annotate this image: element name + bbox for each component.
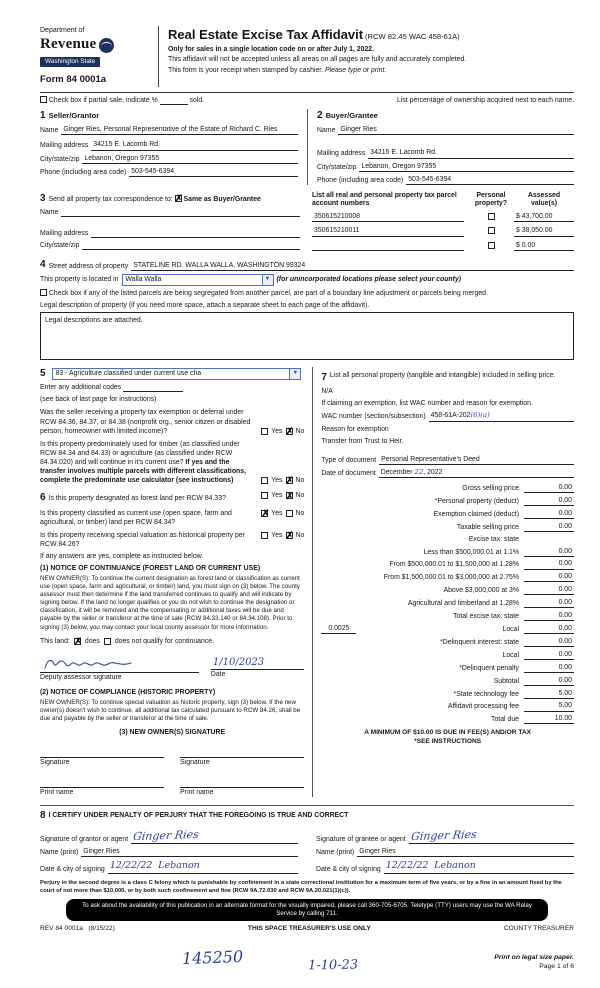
fee-row [321,535,574,544]
county-dropdown-value: Walla Walla [125,275,162,283]
document-date-day-handwritten: 22 [414,467,424,476]
fee-amount: 5.00 [524,689,574,699]
revenue-logo-icon [99,38,114,53]
main-columns [40,367,574,797]
does-not-label: does not qualify for continuance. [114,637,215,645]
fee-label: From $1,500,000.01 to $3,000,000 at 2.75% [383,574,519,582]
fee-row [321,714,574,724]
seller-city-label: City/state/zip [40,155,80,163]
s5-q1-no-checkbox[interactable] [286,428,293,435]
grantee-date-label: Date & city of signing [316,865,381,873]
document-date-label: Date of document [321,469,376,477]
fee-label: Total due [491,716,519,724]
document-type-label: Type of document [321,456,377,464]
seller-grantor-section [40,109,307,185]
parties-section [40,109,574,185]
yes-label: Yes [271,509,283,517]
property-location-section [40,258,574,360]
assessor-date-input[interactable] [211,656,304,670]
fee-amount: 0.00 [524,585,574,595]
no-label: No [295,492,305,500]
accessibility-notice: To ask about the availability of this publication in an alternate format for the visually impaired, please call 360-705-6705. Teletype (TTY) users may use the WA Relay Service by calling 711. [66,899,548,921]
correspondence-name-input[interactable] [61,208,300,217]
header [40,26,574,87]
fee-amount: 0.00 [524,547,574,557]
fee-amount: 0.00 [524,624,574,634]
legal-description-value: Legal descriptions are attached. [45,317,143,325]
assessor-date-value: 1/10/2023 [212,656,265,668]
fee-row [321,663,574,673]
fee-label: *State technology fee [453,690,519,698]
new-owner-print-name-input[interactable] [40,778,164,788]
grantee-signature-value: Ginger Ries [409,827,478,843]
grantee-print-name-label: Name (print) [316,849,355,857]
parcel-number-input[interactable] [312,242,464,251]
fee-label: Local [502,625,519,633]
fee-amount: 0.00 [524,509,574,519]
see-instructions-note: *SEE INSTRUCTIONS [414,738,482,746]
header-note-2: This affidavit will not be accepted unless all areas on all pages are fully and accurately completed. [168,56,467,64]
fee-label: From $500,000.01 to $1,500,000 at 1.28% [389,561,519,569]
fee-row [321,598,574,608]
question-text: 6 Is this property designated as forest land per RCW 84.33? [40,492,226,504]
fee-amount: 0.00 [524,650,574,660]
yes-label: Yes [271,531,283,539]
correspondence-address-label: Mailing address [40,230,89,238]
certify-statement: I CERTIFY UNDER PENALTY OF PERJURY THAT THE FOREGOING IS TRUE AND CORRECT [48,812,349,820]
grantee-print-name-input[interactable]: Ginger Ries [357,847,574,857]
grantor-date-city-input[interactable] [108,860,298,874]
fee-row [321,585,574,595]
correspondence-name-label: Name [40,208,59,216]
document-date-input[interactable] [379,468,574,478]
section-1-number: 1 [40,110,46,122]
correspondence-address-input[interactable] [91,229,300,238]
s5-q1-yes-checkbox[interactable] [261,428,268,435]
receipt-note: This form is your receipt when stamped by cashier. [168,66,324,74]
fee-row [321,611,574,621]
notice-of-continuance-title: (1) NOTICE OF CONTINUANCE (FOREST LAND OR CURRENT USE) [40,565,261,573]
fee-amount: 0.00 [524,637,574,647]
grantor-date-label: Date & city of signing [40,865,105,873]
treasurer-space-label: THIS SPACE TREASURER'S USE ONLY [247,925,371,933]
forest-land-question [40,491,304,504]
grantee-city-value: Lebanon [434,860,476,872]
date-label: Date [210,670,226,678]
seller-address-label: Mailing address [40,142,89,150]
certification-section [40,805,574,873]
s6-q2-no-checkbox[interactable] [286,510,293,517]
fee-amount: 0.00 [524,598,574,608]
fee-row [321,572,574,582]
partial-sale-checkbox[interactable] [40,96,47,103]
partial-sold-label: sold. [189,97,205,105]
buyer-city-input[interactable]: Lebanon, Oregon 97355 [359,162,574,172]
notice-of-compliance-title: (2) NOTICE OF COMPLIANCE (HISTORIC PROPERTY) [40,688,216,696]
seller-address-input[interactable]: 34215 E. Lacomb Rd. [91,140,298,150]
fee-amount: 0.00 [524,496,574,506]
new-owner-print-name-input[interactable] [180,778,304,788]
buyer-grantee-title: Buyer/Grantee [325,111,378,121]
fee-amount: 0.00 [524,483,574,493]
grantor-signature-value: Ginger Ries [132,827,200,843]
designation-section [40,491,304,797]
washington-state-label: Washington State [40,57,100,67]
yes-label: Yes [271,492,283,500]
buyer-city-label: City/state/zip [317,163,357,171]
assessed-value-input[interactable]: $ 43,700.00 [514,212,574,222]
buyer-grantee-section [307,109,574,185]
parcel-row [312,241,574,251]
section-2-number: 2 [317,110,323,122]
section-3-number: 3 [40,192,46,204]
grantee-date-city-input[interactable] [384,860,574,874]
fee-row [321,624,574,634]
dropdown-arrow-icon[interactable]: ▼ [262,275,273,285]
county-treasurer-label: COUNTY TREASURER [503,925,574,933]
fee-row [321,650,574,660]
current-use-question [40,509,304,527]
fee-amount: 10.00 [524,714,574,724]
this-land-label: This land: [40,637,70,645]
fee-label: Above $3,000,000 at 3% [443,587,519,595]
new-owner-signature-rows [40,748,304,767]
no-label: No [295,427,305,435]
partial-sale-row [40,96,574,105]
land-does-not-checkbox[interactable] [104,638,111,645]
section-7-number: 7 [321,372,327,384]
grantor-city-value: Lebanon [158,860,200,872]
header-title-block [158,26,574,87]
personal-property-header: Personal property? [474,191,508,208]
print-name-label: Print name [40,789,74,797]
footer-row [40,925,574,934]
personal-property-checkbox[interactable] [488,213,495,220]
buyer-name-input[interactable]: Ginger Ries [338,125,574,135]
fee-label: *Delinquent penalty [459,664,519,672]
s6-q2-yes-checkbox[interactable] [261,510,268,517]
grantor-certification [40,826,298,874]
grantee-certification [316,826,574,874]
fee-amount: 0.00 [524,611,574,621]
new-owner-print-rows [40,778,304,797]
correspondence-city-input[interactable] [82,241,300,250]
fee-label: Exemption claimed (deduct) [433,510,519,518]
personal-property-input[interactable]: N/A [321,388,333,396]
perjury-notice: Perjury in the second degree is a class C felony which is punishable by confinement in a state correctional institution for a maximum term of five years, or by a fine in an amount fixed by the court of not more than $10,000, or by both such confinement and fine (RCW 9A.72.030 and RCW 9A.20.021(1)(c)). [40,879,562,894]
parcel-table [312,192,574,251]
yes-label: Yes [271,427,283,435]
s6-q3-no-checkbox[interactable] [286,532,293,539]
correspondence-section [40,192,574,251]
no-label: No [295,531,305,539]
document-date-year: , 2022 [423,468,443,476]
fee-row [321,559,574,569]
does-label: does [84,637,100,645]
exemption-reason-input[interactable]: Transfer from Trust to Heir. [321,437,404,445]
fee-label: Less than $500,000.01 at 1.1% [423,548,519,556]
fee-label: Gross selling price [462,485,519,492]
yes-label: Yes [271,477,283,485]
header-note-1: Only for sales in a single location code on or after July 1, 2022. [168,45,375,53]
grantee-signature-input[interactable] [409,829,574,845]
correspondence-city-label: City/state/zip [40,242,80,250]
fee-label: Excise tax: state [468,535,519,543]
s5-q2-no-checkbox[interactable] [286,477,293,484]
grantee-signature-label: Signature of grantee or agent [316,836,406,844]
fee-amount: 5.00 [524,701,574,711]
no-label: No [295,509,305,517]
deputy-assessor-label: Deputy assessor signature [40,673,122,681]
buyer-address-input[interactable]: 34215 E. Lacomb Rd. [368,148,574,158]
signature-label: Signature [180,759,210,767]
additional-codes-input[interactable] [123,384,183,392]
partial-percent-input[interactable] [160,97,188,105]
parcel-row [312,226,574,236]
deputy-assessor-signature-icon [42,656,134,672]
new-owner-signature-header: (3) NEW OWNER(S) SIGNATURE [119,729,226,737]
personal-property-section [321,371,574,478]
deputy-assessor-signature-input[interactable] [40,656,199,673]
department-of-label: Department of [40,27,85,34]
historic-property-question [40,531,304,549]
legal-description-label: Legal description of property (if you need more space, attach a separate sheet to each page of the affidavit). [40,301,370,309]
fee-label: Taxable selling price [456,523,519,531]
grantor-print-name-label: Name (print) [40,849,79,857]
land-does-checkbox[interactable] [74,638,81,645]
buyer-phone-label: Phone (including area code) [317,176,404,184]
located-in-label: This property is located in [40,276,119,284]
seller-grantor-title: Seller/Grantor [48,111,100,121]
signature-label: Signature [40,759,70,767]
fee-label: Subtotal [493,677,519,685]
form-title-rcw: (RCW 82.45 WAC 458-61A) [365,32,460,41]
buyer-address-label: Mailing address [317,150,366,158]
page-number: Page 1 of 6 [539,963,574,971]
parcel-number-input[interactable]: 350615210008 [312,212,464,222]
personal-property-checkbox[interactable] [488,242,495,249]
assessed-value-header: Assessed value(s) [527,191,561,208]
s6-q1-no-checkbox[interactable] [286,492,293,499]
fee-label: *Personal property (deduct) [434,497,519,505]
header-divider [40,92,574,93]
exemption-deferral-question [40,408,304,435]
s5-q2-yes-checkbox[interactable] [261,477,268,484]
question-text: Is this property receiving special valuation as historical property per RCW 84.26? [40,531,245,548]
segregated-label: Check box if any of the listed parcels are being segregated from another parcel, are part of a boundary line adjustment or parcels being merged. [48,289,488,297]
street-address-label: Street address of property [48,262,129,270]
question-text: Was the seller receiving a property tax exemption or deferral under RCW 84.36, 84.37, or 84.38 (nonprofit org., senior citizen or disabled person, homeowner with limited income)? [40,409,251,435]
grantor-print-name-input[interactable]: Ginger Ries [81,847,298,857]
answers-yes-note: If any answers are yes, complete as instructed below. [40,552,204,560]
fee-row [321,496,574,506]
revenue-logo [40,26,152,87]
grantee-date-value: 12/22/22 [385,860,429,872]
grantor-signature-input[interactable] [131,829,298,845]
wac-number-input[interactable] [429,411,574,421]
s6-q1-yes-checkbox[interactable] [261,492,268,499]
seller-phone-label: Phone (including area code) [40,168,127,176]
print-legal-note: Print on legal size paper. [494,954,574,962]
document-type-input[interactable]: Personal Representative's Deed [379,455,574,465]
fee-amount: 0.00 [524,559,574,569]
treasurer-stamp-date: 1-10-23 [307,957,359,974]
parcel-row [312,212,574,222]
fee-label: Affidavit processing fee [447,703,519,711]
fee-schedule [321,483,574,747]
fee-amount: 0.00 [524,572,574,582]
personal-property-intro: List all personal property (tangible and intangible) included in selling price. [329,372,556,380]
fee-amount: 0.00 [524,676,574,686]
fee-row [321,637,574,647]
fee-row [321,522,574,532]
grantor-signature-label: Signature of grantor or agent [40,836,129,844]
section-5-number: 5 [40,368,46,380]
ownership-percentage-note: List percentage of ownership acquired next to each name. [397,97,574,105]
land-use-section [40,367,304,485]
land-qualify-row [40,637,304,646]
correspondence-intro: Send all property tax correspondence to: [48,195,173,203]
parcel-number-input[interactable]: 350615210011 [312,226,464,236]
s6-q3-yes-checkbox[interactable] [261,532,268,539]
fee-row [321,509,574,519]
local-rate-value: 0.0025 [321,624,356,634]
exemption-note: If claiming an exemption, list WAC number and reason for exemption. [321,400,533,408]
additional-codes-label: Enter any additional codes [40,384,122,392]
rev-form-id: REV 84 0001a (8/15/22) [40,925,115,933]
grantor-date-value: 12/22/22 [109,860,153,872]
dropdown-arrow-icon[interactable]: ▼ [289,369,300,379]
fee-amount: 0.00 [524,522,574,532]
street-address-input[interactable]: STATELINE RD. WALLA WALLA, WASHINGTON 99324 [131,261,574,271]
fee-label: Local [502,651,519,659]
see-back-note: (see back of last page for instructions) [40,396,157,404]
form-number: Form 84 0001a [40,74,107,86]
type-or-print-note: Please type or print. [325,66,387,74]
seller-name-label: Name [40,127,59,135]
fee-row [321,547,574,557]
fee-row [321,701,574,711]
no-label: No [295,477,305,485]
document-date-month: December [380,468,413,476]
question-text: Is this property predominately used for timber (as classified under RCW 84.34 and 84.33) or agriculture (as classified under RCW 84.34.020) and will continue in it's current use? If yes and the transfer involves multiple parcels with different classifications, complete the predominate use calculator (see instructions) [40,440,247,485]
fee-label: Total excise tax: state [453,613,519,621]
same-as-buyer-label: Same as Buyer/Grantee [183,195,261,203]
new-owner-signature-input[interactable] [40,748,164,758]
buyer-name-label: Name [317,127,336,135]
land-use-code-dropdown[interactable] [52,368,302,380]
county-dropdown[interactable] [122,274,274,286]
fee-row [321,689,574,699]
print-note-block [494,954,574,972]
fee-label: *Delinquent interest: state [440,638,519,646]
seller-city-input[interactable]: Lebanon, Oregon 97355 [82,154,298,164]
form-title: Real Estate Excise Tax Affidavit [168,27,364,42]
same-as-buyer-checkbox[interactable] [175,195,182,202]
notice-of-continuance-body: NEW OWNER(S): To continue the current designation as forest land or classification as current use (open space, farm and agricultural, or timber) land, you must sign on (3) below. The county assessor must then determine if the land transferred continues to qualify and will indicate by signing below. If the land no longer qualifies or you do not wish to continue the designation or classification, it will be removed and the compensating or additional taxes will be due and payable by the seller or transferor at the time of sale (RCW 84.33.140 or 84.34.108). Prior to signing (3) below, you may contact your local county assessor for more information. [40,575,300,631]
fee-row [321,483,574,493]
segregated-checkbox[interactable] [40,289,47,296]
assessed-value-input[interactable]: $ 0.00 [514,241,574,251]
revenue-wordmark: Revenue [40,36,97,53]
land-use-code-value: 83 - Agriculture classified under current use cha [55,369,202,377]
fee-row [321,676,574,686]
parcel-numbers-header: List all real and personal property tax parcel account numbers [312,191,457,208]
print-name-label: Print name [180,789,214,797]
unincorporated-note: (for unincorporated locations please select your county) [276,276,462,284]
header-note-3 [168,66,574,75]
legal-description-box[interactable] [40,312,574,360]
assessed-value-input[interactable]: $ 38,050.00 [514,226,574,236]
partial-sale-label: Check box if partial sale, indicate % [48,97,158,105]
personal-property-checkbox[interactable] [488,227,495,234]
fee-label: Agricultural and timberland at 1.28% [407,600,519,608]
new-owner-signature-input[interactable] [180,748,304,758]
wac-number-value: 458-61A-202 [430,412,471,420]
minimum-due-note: A MINIMUM OF $10.00 IS DUE IN FEE(S) AND/OR TAX [364,729,532,737]
buyer-phone-input[interactable]: 503-545-6394 [406,175,574,185]
treasurer-stamp-number: 145250 [181,946,244,968]
wac-number-handwritten: (6)(a) [470,411,490,420]
exemption-reason-label: Reason for exemption [321,425,389,433]
assessor-signature-row [40,656,304,682]
seller-name-input[interactable]: Ginger Ries, Personal Representative of the Estate of Richard C. Ries [61,125,298,135]
question-text: Is this property classified as current use (open space, farm and agricultural, or timber) land per RCW 84.34? [40,509,232,526]
section-8-number: 8 [40,810,46,822]
section-4-number: 4 [40,258,46,270]
notice-of-compliance-body: NEW OWNER(S): To continue special valuation as historic property, sign (3) below. If the new owner(s) doesn't wish to continue, all additional tax calculated pursuant to RCW 84.26, shall be due and payable by the seller or transferor at the time of sale. [40,698,301,723]
fee-amount: 0.00 [524,663,574,673]
seller-phone-input[interactable]: 503-545-6394 [129,167,298,177]
wac-number-label: WAC number (section/subsection) [321,413,426,421]
predominate-use-question [40,440,304,486]
